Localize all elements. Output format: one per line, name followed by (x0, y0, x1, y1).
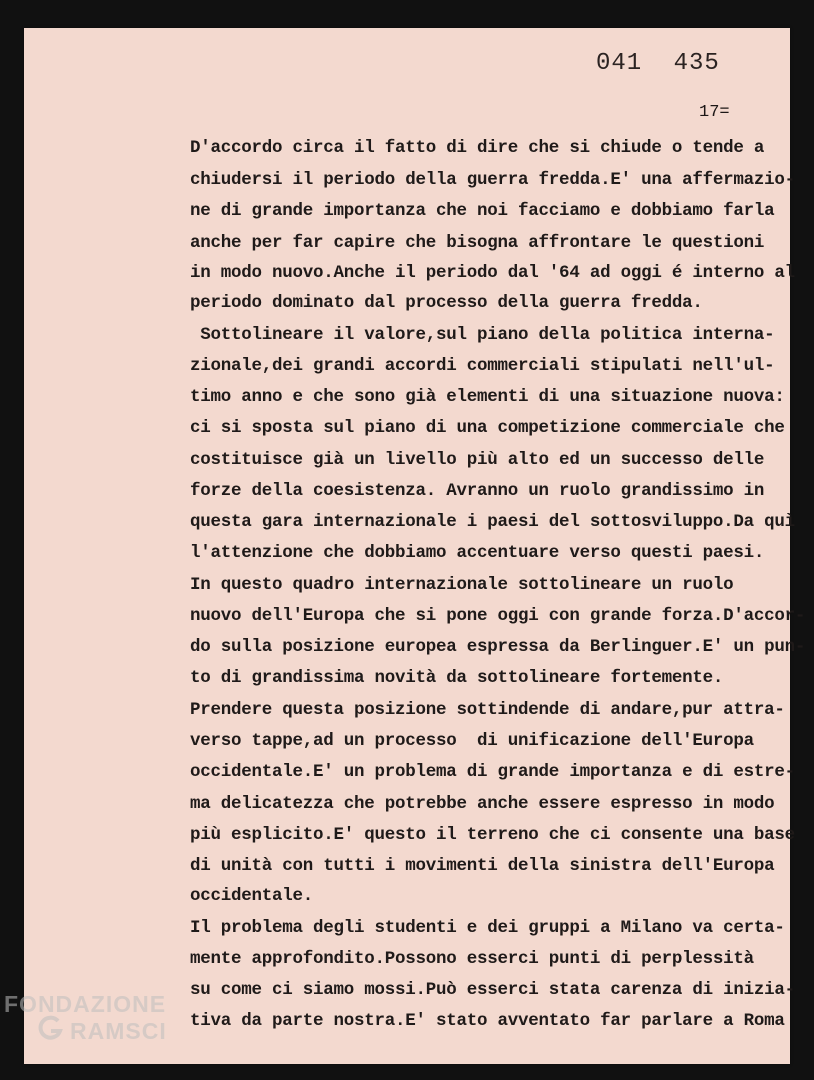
text-line: forze della coesistenza. Avranno un ruolo grandissimo in (190, 481, 765, 501)
text-line: chiudersi il periodo della guerra fredda.E' una affermazio- (190, 170, 795, 190)
watermark-line-2: RAMSCI (70, 1018, 167, 1044)
text-line: In questo quadro internazionale sottolineare un ruolo (190, 575, 734, 595)
text-line: su come ci siamo mossi.Può esserci stata carenza di inizia- (190, 980, 795, 1000)
text-line: timo anno e che sono già elementi di una situazione nuova: (190, 387, 785, 407)
text-line: ne di grande importanza che noi facciamo e dobbiamo farla (190, 201, 775, 221)
text-line: in modo nuovo.Anche il periodo dal '64 ad oggi é interno al (190, 263, 795, 283)
text-line: Il problema degli studenti e dei gruppi a Milano va certa- (190, 918, 785, 938)
watermark-line-1: FONDAZIONE (4, 991, 167, 1017)
text-line: do sulla posizione europea espressa da Berlinguer.E' un pun- (190, 637, 806, 657)
fondazione-gramsci-watermark (4, 991, 204, 1071)
text-line: mente approfondito.Possono esserci punti di perplessità (190, 949, 754, 969)
text-line: questa gara internazionale i paesi del sottosviluppo.Da quì (190, 512, 795, 532)
text-line: ci si sposta sul piano di una competizione commerciale che (190, 418, 785, 438)
text-line: D'accordo circa il fatto di dire che si chiude o tende a (190, 138, 765, 158)
text-line: tiva da parte nostra.E' stato avventato far parlare a Roma (190, 1011, 785, 1031)
text-line: ma delicatezza che potrebbe anche essere espresso in modo (190, 794, 775, 814)
text-line: costituisce già un livello più alto ed un successo delle (190, 450, 765, 470)
text-line: periodo dominato dal processo della guerra fredda. (190, 293, 703, 313)
text-line: occidentale. (190, 886, 314, 906)
text-line: di unità con tutti i movimenti della sinistra dell'Europa (190, 856, 775, 876)
text-line: Prendere questa posizione sottindende di andare,pur attra- (190, 700, 785, 720)
text-line: verso tappe,ad un processo di unificazione dell'Europa (190, 731, 754, 751)
text-line: più esplicito.E' questo il terreno che ci consente una base (190, 825, 795, 845)
text-line: zionale,dei grandi accordi commerciali stipulati nell'ul- (190, 356, 775, 376)
text-line: anche per far capire che bisogna affrontare le questioni (190, 233, 765, 253)
text-line: l'attenzione che dobbiamo accentuare verso questi paesi. (190, 543, 765, 563)
text-line: occidentale.E' un problema di grande importanza e di estre- (190, 762, 795, 782)
gramsci-g-icon (38, 1015, 64, 1041)
text-line: Sottolineare il valore,sul piano della politica interna- (190, 325, 775, 345)
archive-number: 041 435 (596, 50, 720, 77)
page-number: 17= (699, 103, 730, 122)
text-line: nuovo dell'Europa che si pone oggi con grande forza.D'accor- (190, 606, 806, 626)
text-line: to di grandissima novità da sottolineare fortemente. (190, 668, 724, 688)
